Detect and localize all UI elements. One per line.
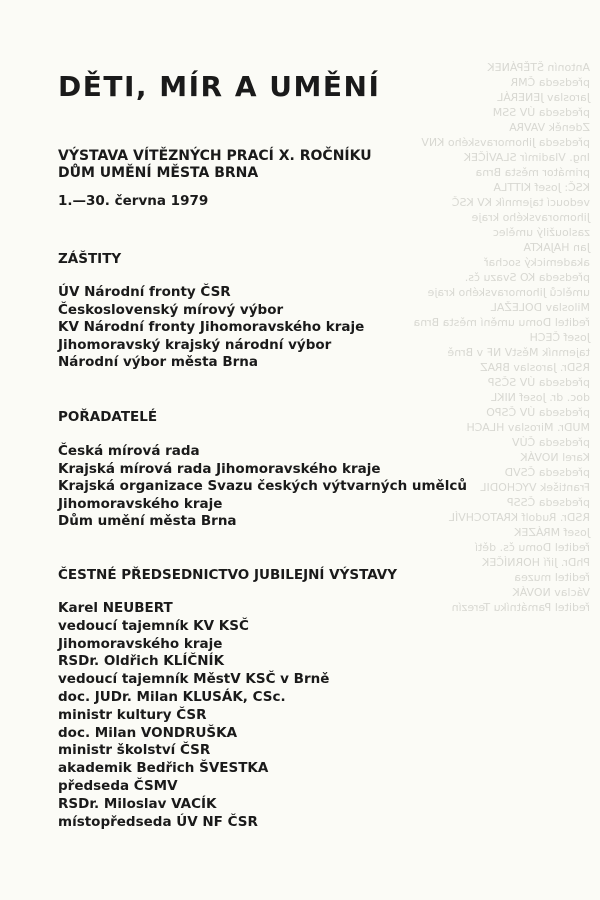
list-item: Jihomoravského kraje [58,635,223,652]
list-item: Karel NEUBERT [58,600,173,616]
list-item: RSDr. Oldřich KLÍČNÍK [58,653,225,670]
list-item: ministr školství ČSR [58,742,211,759]
list-item: Československý mírový výbor [58,301,284,318]
exhibition-subtitle [58,148,372,182]
list-item: vedoucí tajemník KV KSČ [58,617,249,634]
list-item: Česká mírová rada [58,443,200,459]
show-through-text: Antonín ŠTĚPÁNEK předseda ČMR Jaroslav JENERÁL předseda ÚV SSM Zdeněk VAVRA předseda Jihomoravského KNV Ing. Vladimír SLAVÍČEK primátor města Brna KSČ: Josef KITTLA vedoucí tajemník KV KSČ Jihomoravského kraje zasloužilý umělec Jan HAJAKTA akademický sochař předseda KO Svazu čs. umělců Jihomoravského kraje Miloslav DOLEŽAL ředitel Domu umění města Brna Josef ČECH tajemník MěstV NF v Brně RSDr. Jaroslav BRAZ předseda ÚV SČSP doc. dr. Josef NIKL předseda ÚV ČSPO MUDr. Miroslav HLACH předseda ČÚV Karel NOVÁK předseda ČSVD František VYCHODIL předseda ČSSP RSDr. Rudolf KRATOCHVÍL Josef MRÁZEK ředitel Domu čs. dětí PhDr. Jiří HORNÍČEK ředitel muzea Václav NOVÁK ředitel Památníku Terezín [413,61,590,614]
patronage-list [58,284,364,372]
list-item: doc. Milan VONDRUŠKA [58,724,238,741]
list-item: Dům umění města Brna [58,513,237,529]
list-item: akademik Bedřich ŠVESTKA [58,760,269,777]
honorary-heading: ČESTNÉ PŘEDSEDNICTVO JUBILEJNÍ VÝSTAVY [58,567,398,583]
list-item: KV Národní fronty Jihomoravského kraje [58,319,365,335]
list-item: místopředseda ÚV NF ČSR [58,813,258,830]
honorary-list [58,600,329,831]
list-item: ÚV Národní fronty ČSR [58,284,231,300]
list-item: Jihomoravský krajský národní výbor [58,336,332,353]
list-item: Jihomoravského kraje [58,495,223,512]
list-item: Národní výbor města Brna [58,354,259,370]
exhibition-dates: 1.—30. června 1979 [58,193,209,209]
list-item: ministr kultury ČSR [58,706,207,723]
list-item: vedoucí tajemník MěstV KSČ v Brně [58,671,330,688]
subtitle-line: VÝSTAVA VÍTĚZNÝCH PRACÍ X. ROČNÍKU [58,148,372,164]
list-item: Krajská organizace Svazu českých výtvarných umělců [58,478,467,494]
subtitle-line: DŮM UMĚNÍ MĚSTA BRNA [58,165,259,181]
list-item: RSDr. Miloslav VACÍK [58,795,217,812]
patronage-heading: ZÁŠTITY [58,251,122,267]
list-item: Krajská mírová rada Jihomoravského kraje [58,460,381,477]
organizers-list [58,443,467,531]
list-item: předseda ČSMV [58,777,178,794]
organizers-heading: POŘADATELÉ [58,409,158,425]
page-title: DĚTI, MÍR A UMĚNÍ [58,70,381,103]
list-item: doc. JUDr. Milan KLUSÁK, CSc. [58,688,286,705]
